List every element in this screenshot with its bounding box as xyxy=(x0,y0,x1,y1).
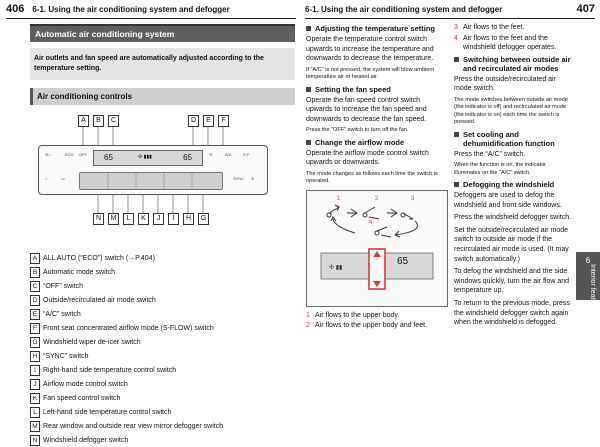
sync-icon: SYNC xyxy=(233,176,245,181)
body-text: Defoggers are used to defog the windshield and front side windows. xyxy=(454,192,562,209)
body-text: To return to the previous mode, press the windshield defogger switch again when the windshield is defogged. xyxy=(454,299,570,327)
bullet-square-icon xyxy=(306,87,311,92)
display-temp-right: 65 xyxy=(183,153,192,162)
section-heading: Setting the fan speed xyxy=(306,85,446,94)
rear-defog-icon: ▭ xyxy=(61,176,65,181)
body-text: Operate the airflow mode control switch upwards or downwards. xyxy=(306,149,429,167)
note-text: When the function is on, the indicator illuminates on the “A/C” switch. xyxy=(454,162,547,176)
body-text: Operate the fan speed control switch upwards to increase the fan speed and downwards to decrease the fan speed. xyxy=(306,96,427,123)
deicer-icon: ⋔ xyxy=(251,176,255,181)
bullet-square-icon xyxy=(306,26,311,31)
airflow-mode-icons xyxy=(307,191,447,306)
list-item: E “A/C” switch xyxy=(30,307,295,321)
panel-label-b: B xyxy=(93,115,104,127)
switch-segments-icon xyxy=(80,173,222,189)
body-text: To defog the windshield and the side windows quickly, turn the air flow and temperature up. xyxy=(454,268,570,295)
list-item: N Windshield defogger switch xyxy=(30,433,295,447)
list-item: B Automatic mode switch xyxy=(30,265,295,279)
section-heading: Adjusting the temperature setting xyxy=(306,24,446,33)
bullet-square-icon xyxy=(306,140,311,145)
header-right xyxy=(305,0,595,19)
intro-box: Air outlets and fan speed are automatically adjusted according to the temperature setting. xyxy=(30,48,295,80)
section-heading: Switching between outside air and recirculated air modes xyxy=(454,55,574,73)
body-text: Press the “A/C” switch. xyxy=(454,150,526,158)
page-number-left: 406 xyxy=(6,3,25,15)
front-defog-icon: ⌂ xyxy=(45,176,48,181)
switch-list xyxy=(30,251,295,447)
chapter-tab-label: Interior features xyxy=(589,264,596,314)
bullet-square-icon xyxy=(454,132,459,137)
list-item: M Rear window and outside rear view mirror defogger switch xyxy=(30,419,295,433)
panel-label-e: E xyxy=(203,115,214,127)
body-text: Operate the temperature control switch upwards to increase the temperature and downwards to decrease the temperature. xyxy=(306,36,434,63)
middle-column xyxy=(306,22,446,332)
panel-label-d: D xyxy=(188,115,199,127)
panel-label-n: N xyxy=(93,213,104,225)
list-item: F Front seat concentrated airflow mode (S-FLOW) switch xyxy=(30,321,295,335)
recirc-icon: ⟲ xyxy=(209,152,213,157)
page-number-right: 407 xyxy=(576,3,595,15)
off-icon: OFF xyxy=(79,152,87,157)
section-heading: Set cooling and dehumidification function xyxy=(454,130,574,148)
list-item: L Left-hand side temperature control switch xyxy=(30,405,295,419)
panel-label-i: I xyxy=(168,213,179,225)
note-text: If “A/C” is not pressed, the system will blow ambient temperature air or heated air. xyxy=(306,66,435,81)
section-heading: Change the airflow mode xyxy=(306,138,446,147)
header-title-left: 6-1. Using the air conditioning system and defogger xyxy=(32,4,230,14)
list-item: H “SYNC” switch xyxy=(30,349,295,363)
defog-icon: ≋⌂ xyxy=(45,152,51,157)
list-item: K Fan speed control switch xyxy=(30,391,295,405)
fan-icon: ✣ ▮▮▮ xyxy=(138,154,152,160)
left-column xyxy=(30,24,295,447)
body-text: Press the windshield defogger switch. xyxy=(454,214,572,222)
right-column xyxy=(454,22,574,331)
list-item: J Airflow mode control switch xyxy=(30,377,295,391)
body-text: Set the outside/recirculated air mode switch to outside air mode if the recirculated air mode is used. (It may switch automatically.) xyxy=(454,226,569,263)
airflow-diagram: 1 2 3 4 ✣ ▮▮ 65 xyxy=(306,190,448,307)
list-item: 2 Air flows to the upper body and feet. xyxy=(306,322,428,330)
list-item: I Right-hand side temperature control switch xyxy=(30,363,295,377)
panel-label-c: C xyxy=(108,115,119,127)
section-title: Automatic air conditioning system xyxy=(30,24,295,42)
panel-label-k: K xyxy=(138,213,149,225)
display-temp-left: 65 xyxy=(104,153,113,162)
panel-label-a: A xyxy=(78,115,89,127)
panel-label-h: H xyxy=(183,213,194,225)
panel-label-l: L xyxy=(123,213,134,225)
list-item: C “OFF” switch xyxy=(30,279,295,293)
list-item: A ALL AUTO (“ECO”) switch (→P.404) xyxy=(30,251,295,265)
svg-text:✣ ▮▮: ✣ ▮▮ xyxy=(329,264,343,271)
panel-label-m: M xyxy=(108,213,119,225)
note-text: The mode changes as follows each time the switch is operated. xyxy=(306,170,438,185)
panel-label-f: F xyxy=(218,115,229,127)
note-text: The mode switches between outside air mode (the indicator is off) and recirculated air mode (the indicator is on) each time the switch is pressed. xyxy=(454,96,568,126)
section-heading: Defogging the windshield xyxy=(454,180,574,189)
bullet-square-icon xyxy=(454,182,459,187)
list-item: D Outside/recirculated air mode switch xyxy=(30,293,295,307)
body-text: Press the outside/recirculated air mode switch. xyxy=(454,75,556,93)
ac-icon: A/C xyxy=(225,152,232,157)
list-item: 3 Air flows to the feet. xyxy=(454,24,525,31)
list-item: G Windshield wiper de-icer switch xyxy=(30,335,295,349)
sflow-icon: S·F xyxy=(243,152,250,157)
list-item: 4 Air flows to the feet and the windshield defogger operates. xyxy=(454,34,557,52)
control-panel-illustration xyxy=(30,109,295,249)
switch-bar xyxy=(79,172,223,190)
climate-control-panel xyxy=(38,145,268,195)
panel-display xyxy=(93,150,203,166)
header-title-right: 6-1. Using the air conditioning system and defogger xyxy=(305,4,503,14)
controls-heading: Air conditioning controls xyxy=(30,88,295,105)
list-item: 1 Air flows to the upper body. xyxy=(306,311,400,319)
header-left xyxy=(6,0,296,19)
note-text: Press the “OFF” switch to turn off the fan. xyxy=(306,127,409,134)
panel-label-g: G xyxy=(198,213,209,225)
panel-label-j: J xyxy=(153,213,164,225)
auto-icon: ECO xyxy=(65,152,74,157)
bullet-square-icon xyxy=(454,57,459,62)
chapter-tab: 6 xyxy=(576,252,600,300)
diagram-display-temp: 65 xyxy=(397,255,409,267)
